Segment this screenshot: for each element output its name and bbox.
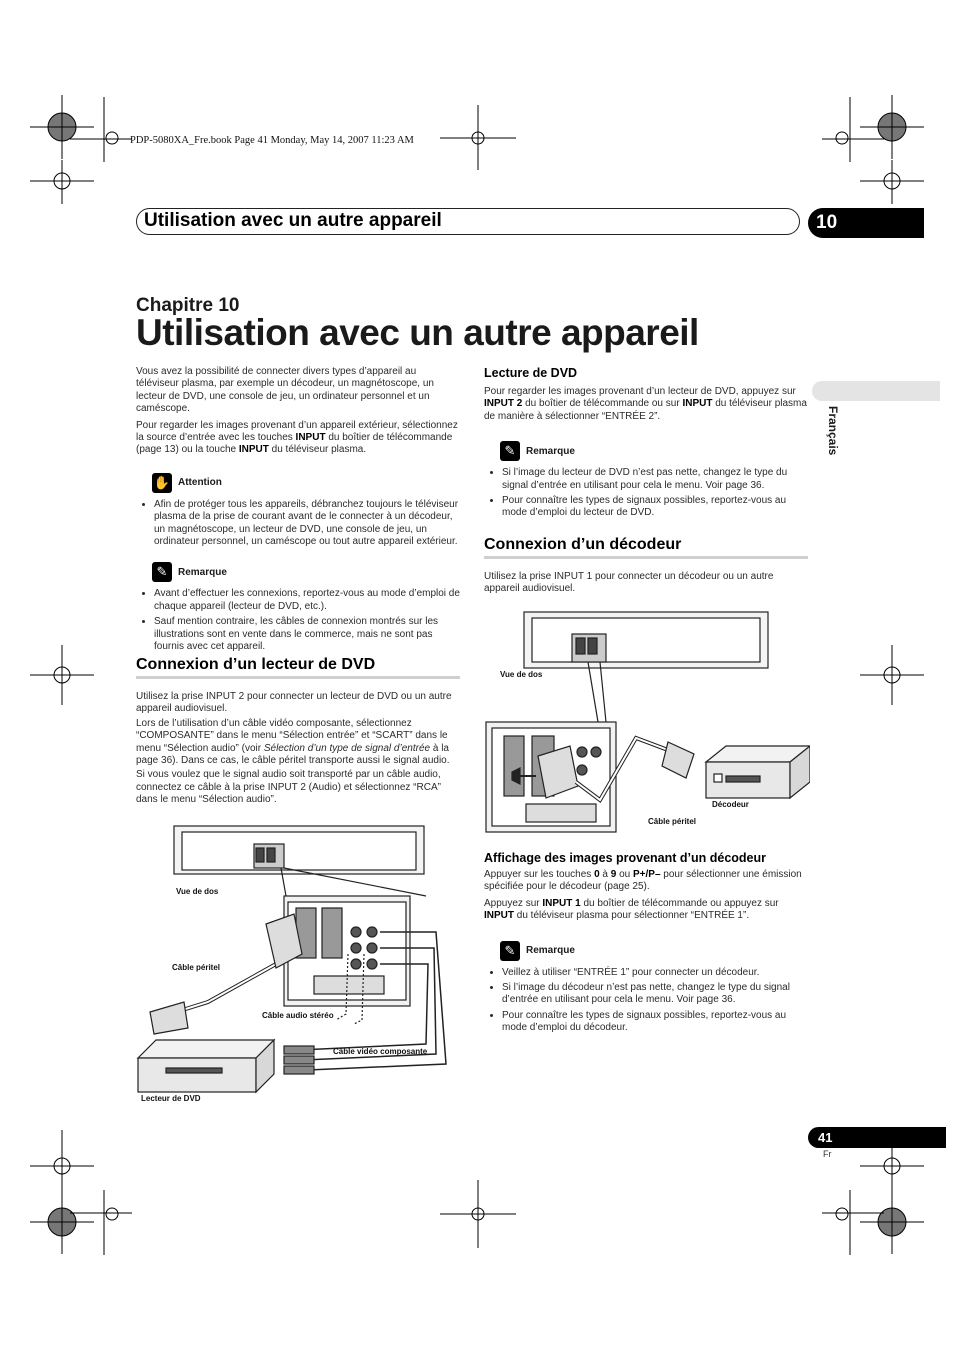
list-item: • Si l’image du lecteur de DVD n’est pas nette, changez le type du signal d’entrée en utilisant pour cela le menu. Voir page 36. [502,467,808,492]
display-paragraph-2: Appuyez sur INPUT 1 du boîtier de télécommande ou appuyez sur INPUT du téléviseur plasma pour sélectionner “ENTRÉE 1”. [484,897,779,922]
subheading-display: Affichage des images provenant d’un décodeur [484,851,767,865]
dvd-text [136,691,460,807]
section-heading-dvd: Connexion d’un lecteur de DVD [136,656,376,673]
lecture-text [484,386,808,523]
list-item: • Veillez à utiliser “ENTRÉE 1” pour connecter un décodeur. [502,967,808,979]
label-rear-view: Vue de dos [500,670,543,679]
label-scart-cable: Câble péritel [648,817,697,826]
label-component-cable: Câble vidéo composante [333,1047,428,1056]
note-heading: ✎ Remarque [152,562,460,582]
list-item: • Si l’image du décodeur n’est pas nette, changez le type du signal d’entrée en utilisant pour cela le menu. Voir page 36. [502,982,808,1007]
list-item: • Pour connaître les types de signaux possibles, reportez-vous au mode d’emploi du lecteur de DVD. [502,495,808,520]
intro-paragraph-2: Pour regarder les images provenant d’un appareil extérieur, sélectionnez la source d’entrée avec les touches INPUT du boîtier de télécommande (page 13) ou la touche INPUT du téléviseur plasma. [136,419,458,456]
left-column [136,366,460,657]
note-list [136,588,460,653]
page-number: 41 [818,1130,833,1145]
language-tab [812,381,940,401]
pencil-note-icon: ✎ [500,441,520,461]
label-stereo-cable: Câble audio stéréo [262,1011,334,1020]
section-heading-decoder: Connexion d’un décodeur [484,536,682,553]
dvd-paragraph-1: Utilisez la prise INPUT 2 pour connecter un lecteur de DVD ou un autre appareil audiovisuel. [136,691,452,715]
pencil-note-icon: ✎ [500,941,520,961]
header-title: Utilisation avec un autre appareil [144,210,442,231]
chapter-number-badge [808,208,924,238]
note-heading-decoder: ✎ Remarque [500,941,808,961]
hand-stop-icon: ✋ [152,473,172,493]
decoder-text [484,571,808,596]
attention-heading: ✋ Attention [152,473,460,493]
language-code: Fr [823,1149,832,1159]
display-text [484,869,808,1038]
subheading-lecture: Lecture de DVD [484,366,578,380]
display-paragraph-1: Appuyer sur les touches 0 à 9 ou P+/P– pour sélectionner une émission spécifiée pour le décodeur (page 25). [484,869,802,893]
lecture-paragraph: Pour regarder les images provenant d’un lecteur de DVD, appuyez sur INPUT 2 du boîtier de télécommande ou sur INPUT du téléviseur plasma de manière à sélectionner “ENTRÉE 2”. [484,386,807,422]
decoder-paragraph: Utilisez la prise INPUT 1 pour connecter un décodeur ou un autre appareil audiovisuel. [484,571,774,595]
list-item: • Avant d’effectuer les connexions, reportez-vous au mode d’emploi de chaque appareil (lecteur de DVD, etc.). [154,588,460,613]
decoder-connection-diagram [484,606,810,836]
chapter-number: 10 [816,212,838,233]
chapter-label: Chapitre 10 [136,295,240,316]
pencil-note-icon: ✎ [152,562,172,582]
label-dvd-player: Lecteur de DVD [141,1094,201,1103]
section-rule [484,556,808,559]
list-item: • Afin de protéger tous les appareils, débranchez toujours le téléviseur plasma de la prise de courant avant de le connecter à un décodeur, un magnétoscope, un lecteur de DVD, une console de jeu, un ordinateur personnel, un caméscope ou tout autre appareil extérieur. [154,499,460,549]
note-list-dvd [484,467,808,520]
attention-list [136,499,460,549]
section-rule [136,676,460,679]
language-label: Français [826,406,840,456]
dvd-paragraph-2: Lors de l’utilisation d’un câble vidéo composante, sélectionnez “COMPOSANTE” dans le menu “Sélection entrée” et “SCART” dans le menu “Sélection audio” (voir Sélection d’un type de signal d’entrée à la page 36). Dans ce cas, le câble péritel transporte aussi le signal audio. [136,717,450,767]
page-number-badge [808,1127,946,1148]
dvd-paragraph-3: Si vous voulez que le signal audio soit transporté par un câble audio, connectez ce câble à la prise INPUT 2 (Audio) et sélectionnez “RCA” dans le menu “Sélection audio”. [136,769,441,806]
note-list-decoder [484,967,808,1035]
list-item: • Sauf mention contraire, les câbles de connexion montrés sur les illustrations sont en vente dans le commerce, mais ne sont pas fournis avec cet appareil. [154,616,460,653]
label-scart-cable: Câble péritel [172,963,221,972]
crop-header: PDP-5080XA_Fre.book Page 41 Monday, May 14, 2007 11:23 AM [130,135,414,146]
list-item: • Pour connaître les types de signaux possibles, reportez-vous au mode d’emploi du décodeur. [502,1010,808,1035]
note-heading-dvd: ✎ Remarque [500,441,808,461]
label-rear-view: Vue de dos [176,887,219,896]
intro-paragraph: Vous avez la possibilité de connecter divers types d’appareil au téléviseur plasma, par exemple un décodeur, un magnétoscope, un lecteur de DVD, une console de jeu, un ordinateur personnel et un caméscope. [136,366,434,415]
label-decoder: Décodeur [712,800,749,809]
chapter-title: Utilisation avec un autre appareil [136,312,699,353]
